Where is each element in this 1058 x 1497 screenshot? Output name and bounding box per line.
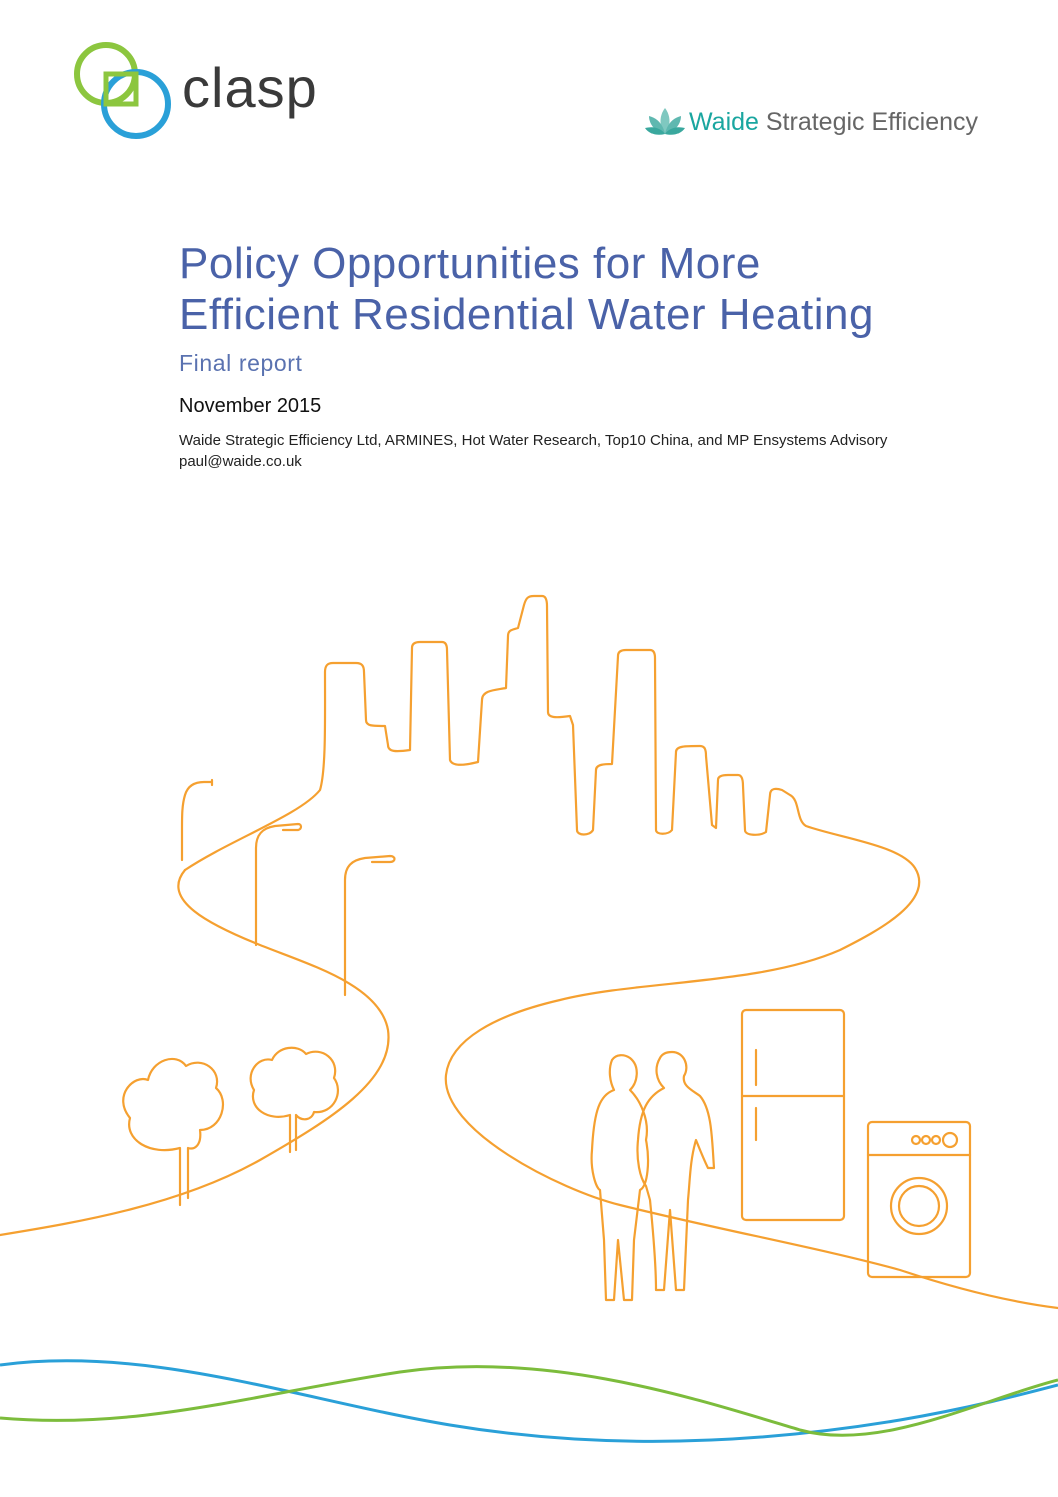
waide-logo xyxy=(645,104,979,144)
person-man xyxy=(637,1052,714,1290)
waide-wordmark xyxy=(689,110,978,135)
tree xyxy=(123,1059,223,1205)
lotus-icon xyxy=(645,104,685,140)
green-wave xyxy=(0,1367,1058,1436)
report-subtitle: Final report xyxy=(179,350,303,376)
waide-name: Waide xyxy=(689,108,759,136)
contact-email: paul@waide.co.uk xyxy=(179,453,302,470)
clasp-logo xyxy=(72,40,342,145)
title-block xyxy=(179,238,999,472)
cover-illustration xyxy=(0,580,1058,1497)
person-woman xyxy=(592,1055,648,1300)
report-date: November 2015 xyxy=(179,395,322,417)
tree xyxy=(251,1048,338,1152)
street-lamp xyxy=(256,824,301,945)
street-lamp xyxy=(182,780,212,860)
clasp-wordmark: clasp xyxy=(182,56,318,119)
city-skyline xyxy=(185,596,1058,1308)
report-authors: Waide Strategic Efficiency Ltd, ARMINES, Hot Water Research, Top10 China, and MP Ensystems Advisory xyxy=(179,432,888,449)
report-title-line-1: Policy Opportunities for More xyxy=(179,239,761,288)
refrigerator xyxy=(742,1010,844,1220)
report-title-line-2: Efficient Residential Water Heating xyxy=(179,290,874,339)
waide-rest: Strategic Efficiency xyxy=(758,108,979,136)
winding-road xyxy=(0,870,389,1235)
clasp-logo-icon xyxy=(72,40,182,145)
street-lamp xyxy=(345,856,395,995)
